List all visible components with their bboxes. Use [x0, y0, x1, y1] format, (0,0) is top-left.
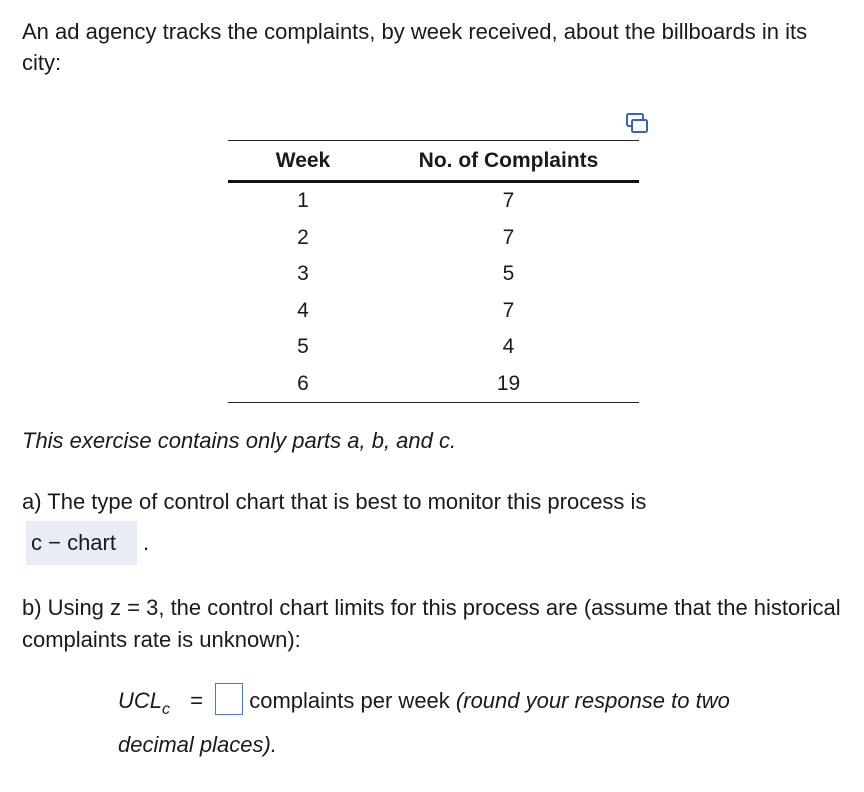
ucl-unit: complaints per week [249, 687, 450, 713]
week-cell: 6 [228, 366, 378, 403]
part-b-question: b) Using z = 3, the control chart limits for this process are (assume that the historical complaints rate is unknown): [22, 595, 841, 652]
ucl-input[interactable] [215, 683, 243, 715]
part-a-question: a) The type of control chart that is best to monitor this process is [22, 489, 647, 514]
exercise-note: This exercise contains only parts a, b, and c. [22, 428, 457, 453]
copy-table-icon[interactable] [624, 111, 650, 135]
complaints-cell: 5 [502, 262, 515, 286]
week-cell: 3 [297, 262, 309, 286]
complaints-cell: 7 [502, 298, 515, 322]
header-complaints: No. of Complaints [378, 141, 639, 182]
table-row [228, 256, 639, 293]
part-a-end-mark: . [143, 530, 150, 555]
equals-sign: = [190, 687, 203, 713]
header-week: Week [228, 141, 378, 182]
table-row [228, 329, 639, 366]
problem-intro: An ad agency tracks the complaints, by week received, about the billboards in its city: [22, 19, 808, 75]
complaints-cell: 7 [502, 189, 515, 213]
part-a-answer-field[interactable]: c − chart [26, 521, 137, 565]
table-row [228, 366, 639, 403]
table-row [228, 182, 639, 220]
table-header-row [228, 141, 639, 182]
week-cell: 5 [297, 335, 309, 359]
ucl-row [118, 686, 730, 719]
week-cell: 1 [297, 189, 309, 213]
complaints-cell: 4 [502, 335, 515, 359]
week-cell: 2 [297, 225, 309, 249]
table-row [228, 293, 639, 330]
complaints-table [228, 140, 639, 403]
week-cell: 4 [297, 298, 309, 322]
ucl-label [118, 687, 171, 718]
rounding-instruction-cont: decimal places). [118, 732, 277, 757]
ucl-subscript: c [162, 700, 171, 718]
complaints-cell: 7 [502, 225, 515, 249]
table-row [228, 220, 639, 257]
rounding-instruction: (round your response to two [455, 687, 730, 713]
ucl-label-text: UCL [118, 687, 163, 713]
complaints-cell: 19 [378, 366, 639, 403]
